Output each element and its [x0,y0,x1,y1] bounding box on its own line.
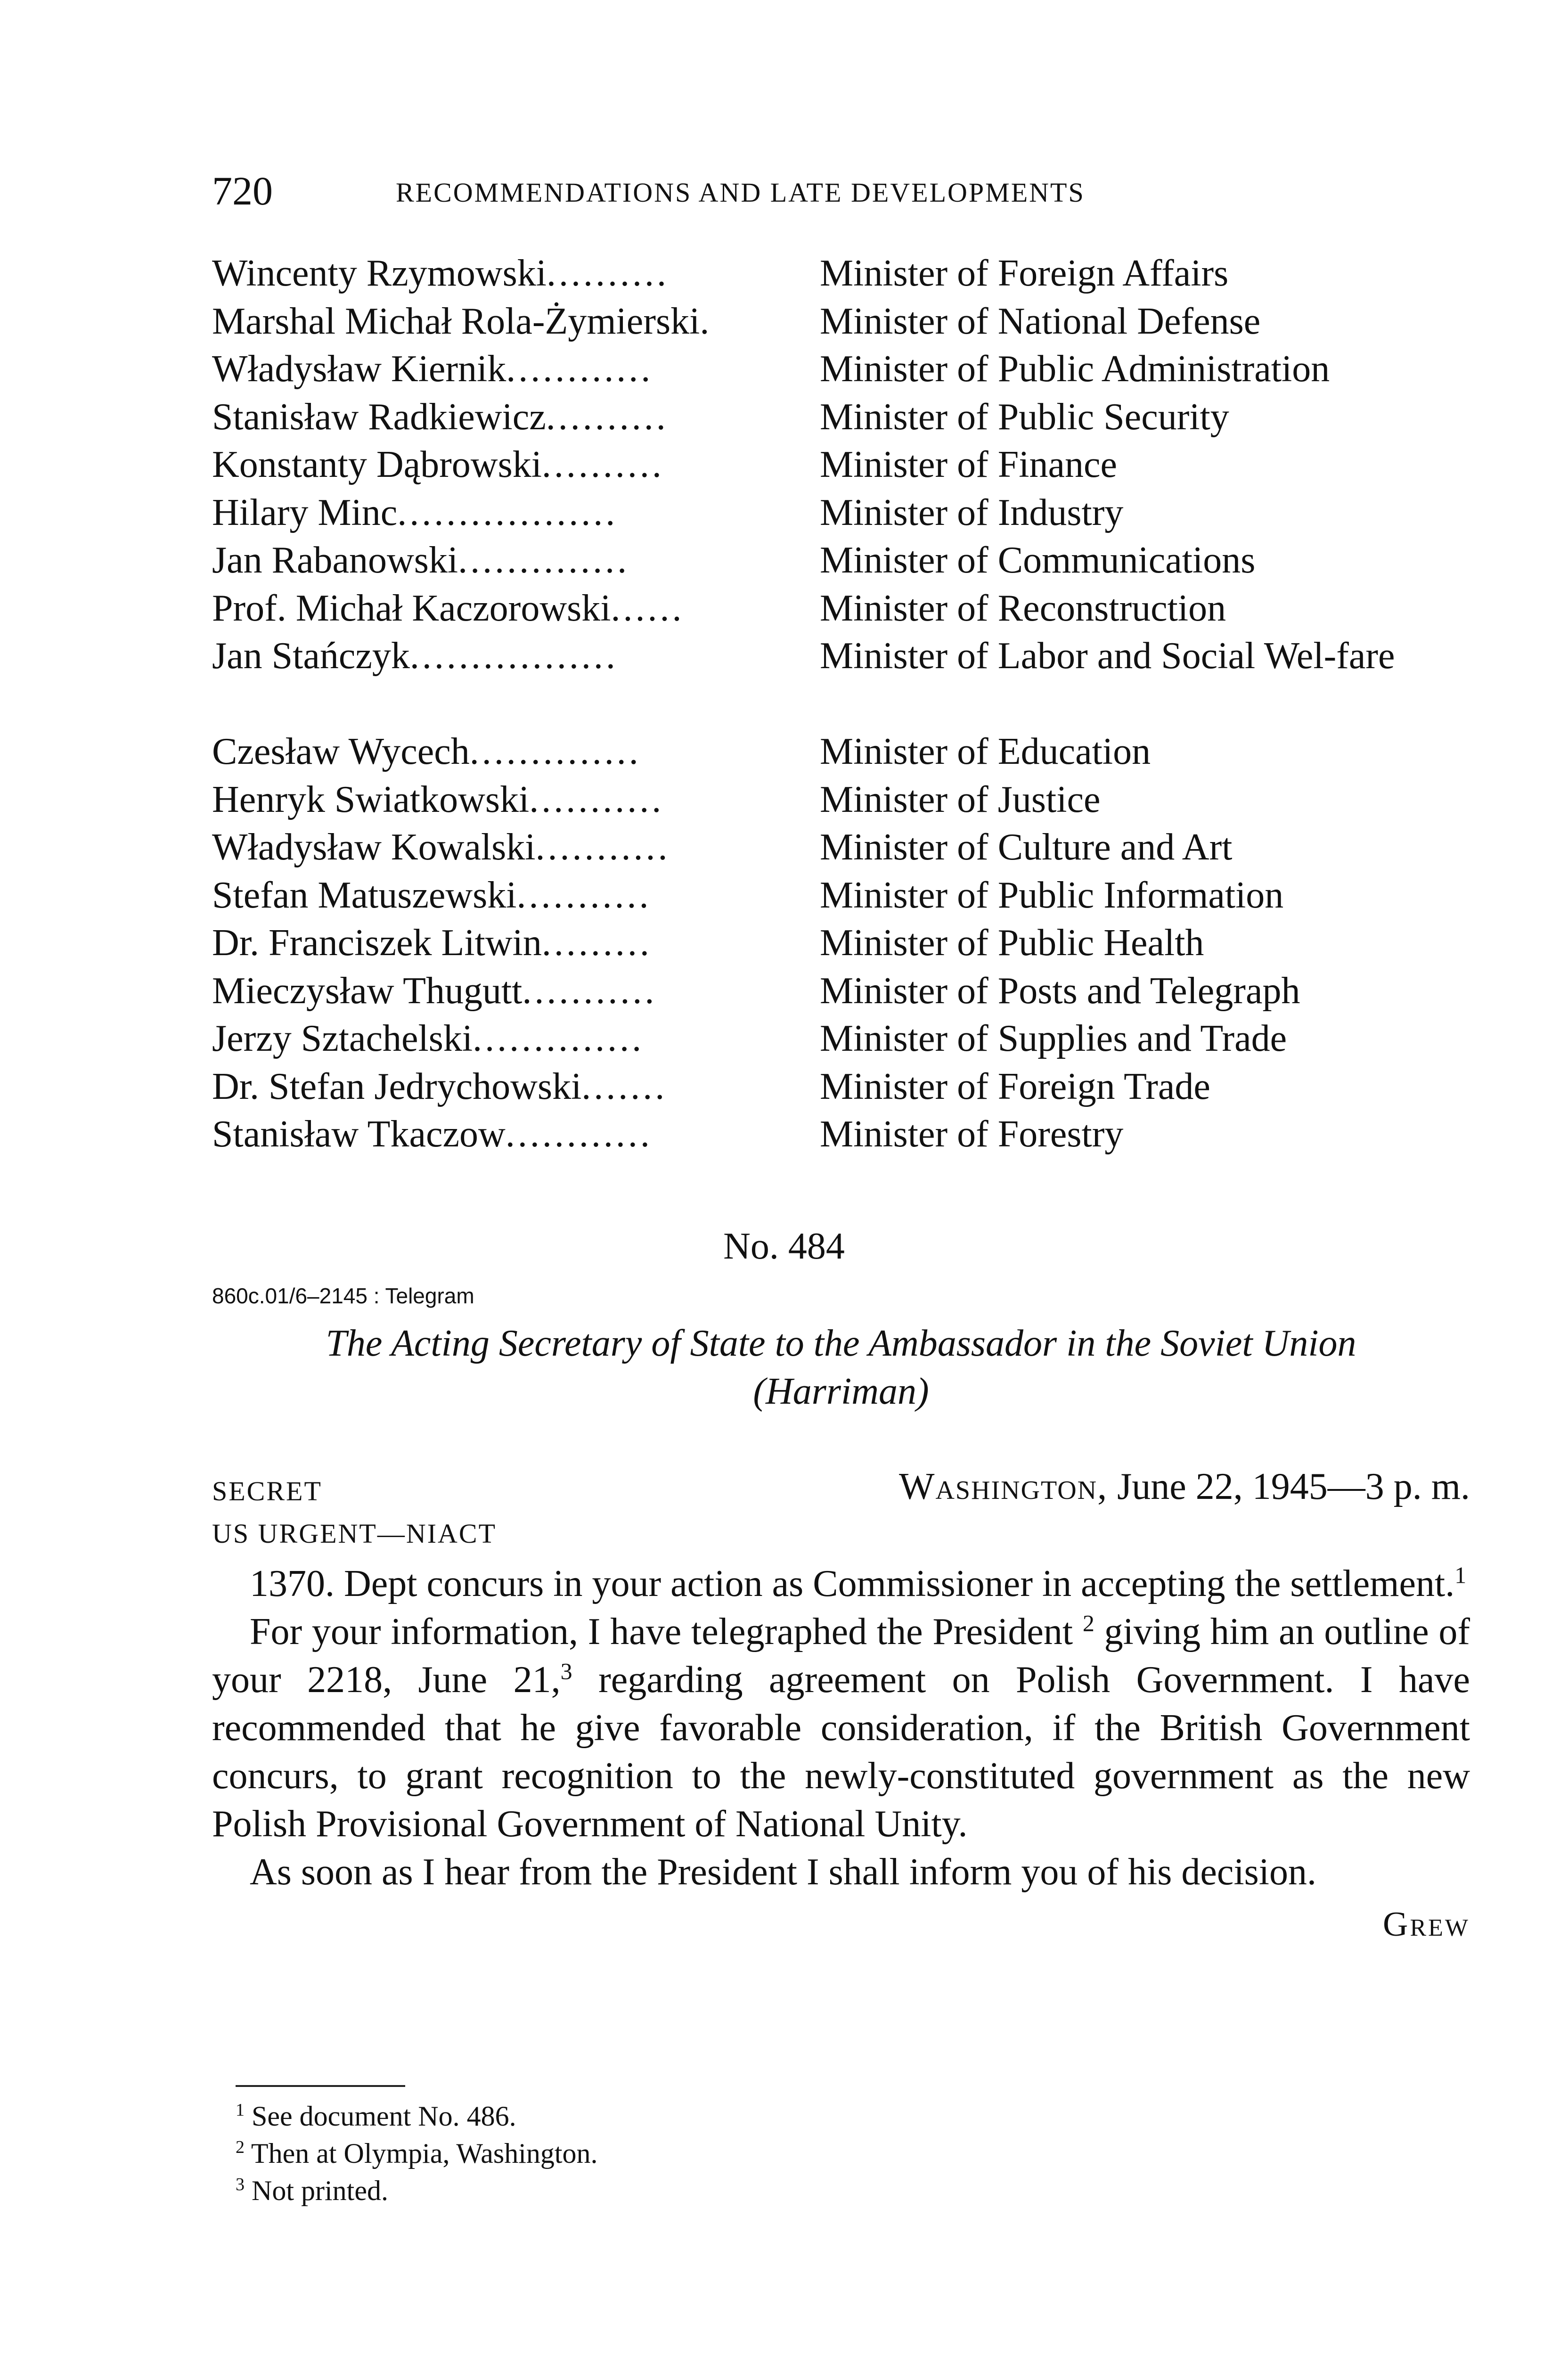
roster-row [212,1015,1470,1063]
dot-leader: .......... [541,444,664,485]
roster-row [212,1063,1470,1111]
dot-leader: .............. [473,1018,645,1059]
dot-leader: ....... [581,1065,668,1107]
title-line: The Acting Secretary of State to the Ambassador in the Soviet Union [326,1323,1356,1364]
roster-row [212,441,1470,489]
roster-row [212,537,1470,585]
roster-row [212,967,1470,1015]
minister-name: Władysław Kiernik [212,348,506,390]
roster-row [212,872,1470,920]
minister-name: Jan Rabanowski [212,540,458,581]
dot-leader: ........... [535,826,670,868]
minister-office: Minister of Public Health [820,922,1204,964]
dot-leader: .......... [547,253,669,294]
roster-row [212,298,1470,346]
minister-name: Stefan Matuszewski [212,874,517,916]
minister-office: Minister of Culture and Art [820,826,1233,868]
minister-name: Hilary Minc [212,491,398,533]
dot-leader: ...... [611,587,685,629]
dot-leader: ......... [541,922,652,964]
minister-office: Minister of Public Information [820,874,1284,916]
minister-office: Minister of Foreign Affairs [820,253,1229,294]
footnote: $^2$ Then at Olympia, Washington. [236,2137,598,2169]
dateline-date: June 22, 1945—3 p. m. [1108,1466,1470,1507]
minister-office: Minister of Public Security [820,396,1229,438]
minister-name: Dr. Stefan Jedrychowski [212,1065,582,1107]
priority-label: US URGENT—NIACT [212,1518,497,1549]
footnotes [236,2094,1366,2206]
minister-office: Minister of Communications [820,540,1256,581]
minister-office: Minister of Posts and Telegraph [820,970,1300,1012]
dot-leader: .......... [546,396,669,438]
minister-office: Minister of Justice [820,778,1101,820]
roster-row [212,250,1470,298]
dot-leader: ............ [505,1113,653,1155]
body-paragraph: For your information, I have telegraphed the President $^2$ giving him an outline of your 2218, June 21,$^3$ regarding agreement on Polish Government. I have recommended that he give favorable consideration, if the British Government concurs, to grant recognition to the newly-constituted government as the new Polish Provisional Government of National Unity. [212,1610,1470,1845]
file-reference: 860c.01/6–2145 : Telegram [212,1284,474,1308]
footnote: $^1$ See document No. 486. [236,2100,516,2132]
title-line: (Harriman) [753,1371,929,1412]
document-title [212,1319,1470,1415]
minister-name: Stanisław Radkiewicz [212,396,546,438]
minister-office: Minister of Education [820,731,1151,772]
roster-row [212,919,1470,967]
dot-leader: .............. [469,731,641,772]
running-head: RECOMMENDATIONS AND LATE DEVELOPMENTS [396,177,1085,208]
minister-office: Minister of Finance [820,444,1117,485]
dot-leader: ............ [506,348,653,390]
body-paragraph: As soon as I hear from the President I shall inform you of his decision. [250,1851,1317,1893]
document-number: No. 484 [723,1226,845,1267]
dot-leader: ................. [409,635,618,677]
telegram-body [212,1560,1470,1896]
dot-leader: .............. [458,540,630,581]
dot-leader: . [700,300,712,342]
minister-name: Władysław Kowalski [212,826,536,868]
dateline [899,1463,1470,1510]
minister-name: Stanisław Tkaczow [212,1113,506,1155]
dateline-place: Washington, [898,1466,1108,1507]
dot-leader: ........... [516,874,652,916]
dot-leader: ........... [529,778,664,820]
classification-label: SECRET [212,1476,322,1506]
dot-leader: .................. [397,491,618,533]
minister-office: Minister of Supplies and Trade [820,1018,1287,1059]
roster-row [212,728,1470,776]
minister-name: Prof. Michał Kaczorowski [212,587,611,629]
roster-row [212,489,1470,537]
footnote-ref: 3 [560,1658,572,1685]
minister-office: Minister of Forestry [820,1113,1124,1155]
footnote-mark: 3 [236,2175,245,2194]
footnote-rule [236,2085,405,2087]
signature: Grew [1383,1905,1470,1944]
minister-name: Jerzy Sztachelski [212,1018,473,1059]
footnote-ref: 1 [1454,1562,1467,1588]
roster-row [212,776,1470,824]
page-header [212,167,1470,214]
minister-office: Minister of National Defense [820,300,1261,342]
minister-office: Minister of Public Administration [820,348,1330,390]
footnote-ref: 2 [1082,1610,1094,1636]
minister-office: Minister of Foreign Trade [820,1065,1210,1107]
page-number: 720 [212,168,273,213]
minister-name: Konstanty Dąbrowski [212,444,542,485]
roster-row [212,1111,1470,1159]
body-paragraph: 1370. Dept concurs in your action as Commissioner in accepting the settlement.$^1$ [250,1562,1467,1604]
minister-office: Minister of Industry [820,491,1124,533]
minister-name: Mieczysław Thugutt [212,970,523,1012]
footnote: $^3$ Not printed. [236,2175,388,2206]
minister-office: Minister of Reconstruction [820,587,1226,629]
minister-name: Wincenty Rzymowski [212,253,547,294]
minister-name: Jan Stańczyk [212,635,410,677]
footnote-mark: 1 [236,2100,245,2120]
roster-row [212,824,1470,872]
minister-office: Minister of Labor and Social Wel-fare [820,635,1395,677]
cabinet-roster [212,250,1470,1159]
footnote-mark: 2 [236,2137,245,2157]
minister-name: Henryk Swiatkowski [212,778,530,820]
dot-leader: ........... [522,970,657,1012]
roster-row [212,632,1470,728]
roster-row [212,345,1470,393]
minister-name: Dr. Franciszek Litwin [212,922,542,964]
minister-name: Czesław Wycech [212,731,470,772]
roster-row [212,585,1470,633]
roster-row [212,393,1470,442]
minister-name: Marshal Michał Rola-Żymierski [212,300,700,342]
